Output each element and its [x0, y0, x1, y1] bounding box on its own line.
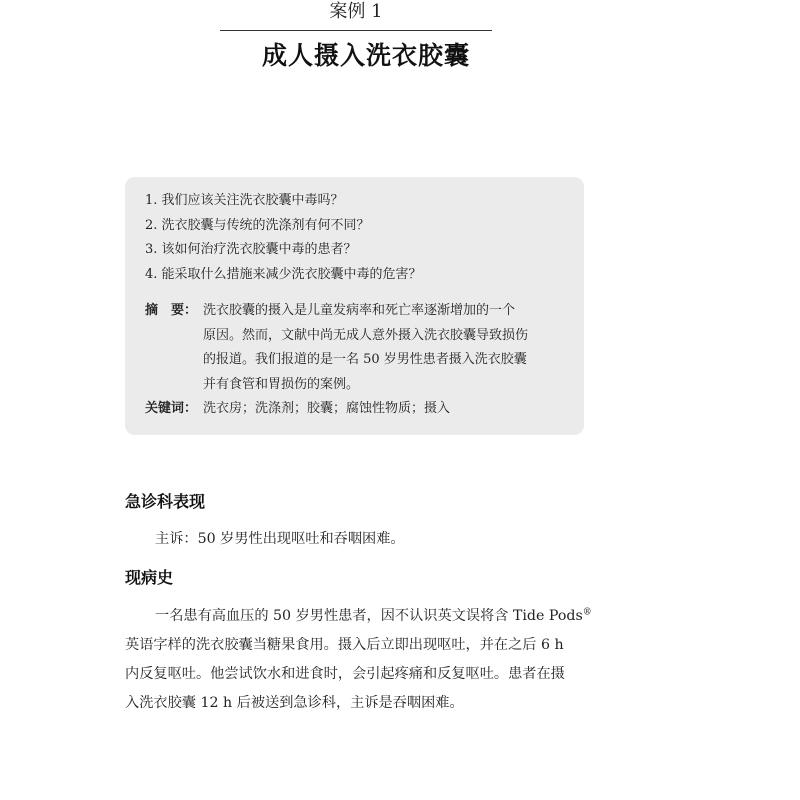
- hpi-paragraph: [125, 602, 595, 718]
- header-divider: [220, 30, 492, 31]
- abstract-line: 并有食管和胃损伤的案例。: [203, 376, 360, 392]
- keywords-text: 洗衣房；洗涤剂；胶囊；腐蚀性物质；摄入: [203, 401, 451, 416]
- keywords-label: 关键词：: [145, 401, 198, 416]
- question-item: 4. 能采取什么措施来减少洗衣胶囊中毒的危害？: [145, 266, 422, 282]
- abstract-block: [145, 299, 575, 422]
- abstract-text: [203, 299, 575, 397]
- abstract-label: 摘 要：: [145, 303, 198, 318]
- case-title: 成人摄入洗衣胶囊: [261, 41, 470, 70]
- chief-complaint-text: 主诉：50 岁男性出现呕吐和吞咽困难。: [155, 531, 405, 547]
- abstract-line: 原因。然而，文献中尚无成人意外摄入洗衣胶囊导致损伤: [203, 327, 529, 343]
- abstract-line: 洗衣胶囊的摄入是儿童发病率和死亡率逐渐增加的一个: [203, 303, 516, 318]
- hpi-line: 入洗衣胶囊 12 h 后被送到急诊科，主诉是吞咽困难。: [125, 695, 464, 711]
- hpi-line: 英语字样的洗衣胶囊当糖果食用。摄入后立即出现呕吐，并在之后 6 h: [125, 637, 564, 653]
- section-heading-ed: 急诊科表现: [125, 492, 206, 511]
- chief-complaint: [125, 525, 595, 554]
- hpi-line-text: 一名患有高血压的 50 岁男性患者，因不认识英文误将含 Tide Pods: [155, 608, 583, 624]
- question-item: 2. 洗衣胶囊与传统的洗涤剂有何不同？: [145, 217, 370, 233]
- abstract-line: 的报道。我们报道的是一名 50 岁男性患者摄入洗衣胶囊: [203, 352, 527, 367]
- hpi-line: 内反复呕吐。他尝试饮水和进食时，会引起疼痛和反复呕吐。患者在摄: [125, 666, 565, 682]
- hpi-line: [125, 602, 595, 631]
- case-number-label: 案例 1: [329, 1, 383, 22]
- summary-box: [125, 177, 584, 435]
- section-heading-hpi: 现病史: [125, 568, 174, 587]
- registered-mark: ®: [582, 607, 592, 618]
- question-list: [145, 189, 422, 287]
- question-item: 3. 该如何治疗洗衣胶囊中毒的患者？: [145, 242, 357, 257]
- question-item: 1. 我们应该关注洗衣胶囊中毒吗？: [145, 193, 344, 208]
